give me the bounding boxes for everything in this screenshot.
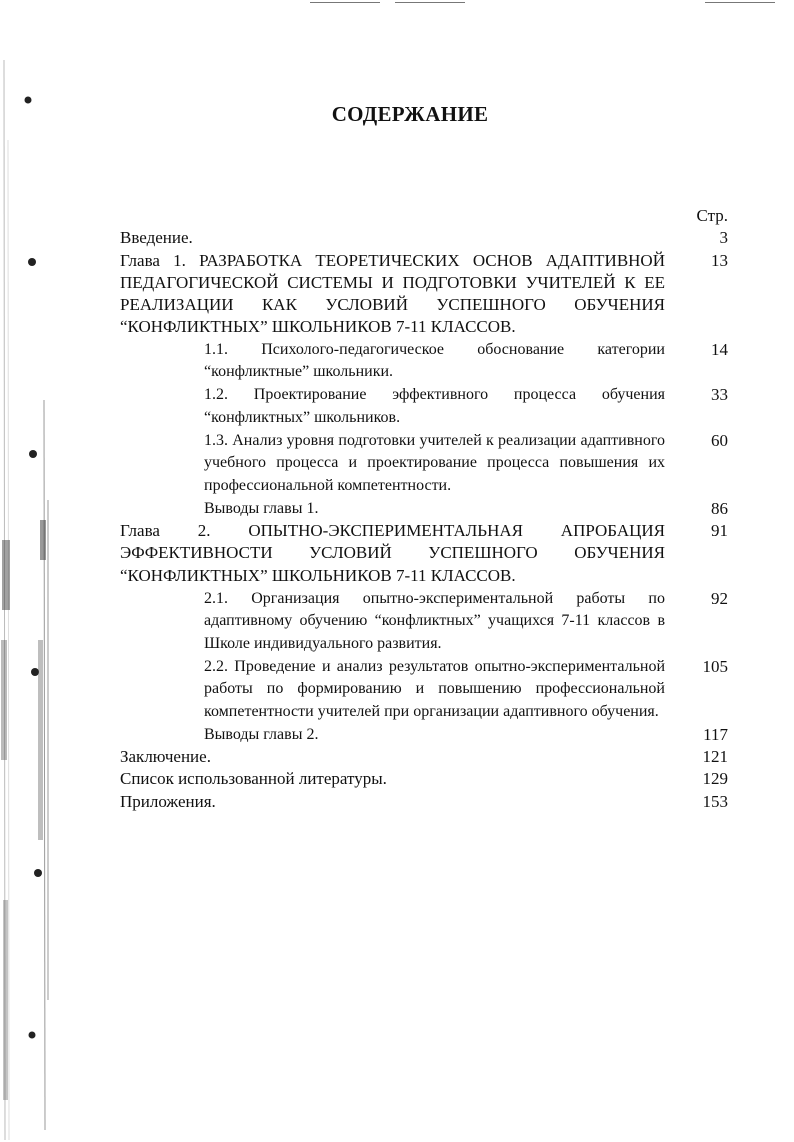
- toc-entry-page: 13: [711, 250, 728, 270]
- toc-entry-page: 129: [702, 769, 728, 789]
- toc-entry-title: 1.2. Проектирование эффективного процесса обучения “конфликтных” школьников.: [204, 386, 665, 426]
- toc-entry: [120, 250, 730, 339]
- toc-entry: [120, 498, 730, 520]
- toc-entry-title: Введение.: [120, 228, 193, 248]
- toc-entry-page: 91: [711, 521, 728, 541]
- page-column-header: Стр.: [696, 206, 728, 225]
- toc-entry-title: 2.1. Организация опытно-экспериментальной работы по адаптивному обучению “конфликтных” учащихся 7-11 классов в Школе индивидуального развития.: [204, 590, 665, 652]
- toc-entry-page: 33: [711, 385, 728, 405]
- toc-entry-page: 105: [702, 656, 728, 676]
- toc-entry-page: 86: [711, 498, 728, 518]
- toc-entry-page: 3: [719, 228, 728, 248]
- toc-entry-title: Выводы главы 1.: [204, 499, 319, 517]
- toc-entry: [120, 339, 730, 384]
- toc-entry: [120, 520, 730, 587]
- toc-entry-title: Глава 1. РАЗРАБОТКА ТЕОРЕТИЧЕСКИХ ОСНОВ АДАПТИВНОЙ ПЕДАГОГИЧЕСКОЙ СИСТЕМЫ И ПОДГОТОВКИ УЧИТЕЛЕЙ К ЕЕ РЕАЛИЗАЦИИ КАК УСЛОВИЙ УСПЕШНОГО ОБУЧЕНИЯ “КОНФЛИКТНЫХ” ШКОЛЬНИКОВ 7-11 КЛАССОВ.: [120, 250, 665, 337]
- toc-entry: [120, 791, 730, 813]
- toc-entry-page: 153: [702, 791, 728, 811]
- toc-entry-title: 2.2. Проведение и анализ результатов опытно-экспериментальной работы по формированию и повышению профессиональной компетентности учителей при организации адаптивного обучения.: [204, 657, 665, 720]
- toc-entry-title: 1.3. Анализ уровня подготовки учителей к реализации адаптивного учебного процесса и проектирование процесса повышения их профессиональной компетентности.: [204, 431, 665, 494]
- toc-entry-title: Глава 2. ОПЫТНО-ЭКСПЕРИМЕНТАЛЬНАЯ АПРОБАЦИЯ ЭФФЕКТИВНОСТИ УСЛОВИЙ УСПЕШНОГО ОБУЧЕНИЯ “КОНФЛИКТНЫХ” ШКОЛЬНИКОВ 7-11 КЛАССОВ.: [120, 521, 665, 585]
- toc-entry-page: 14: [711, 339, 728, 359]
- toc-entry-page: 117: [703, 724, 728, 744]
- scan-top-rule-right: [705, 2, 775, 3]
- toc-entry: [120, 724, 730, 746]
- toc-entry-title: Выводы главы 2.: [204, 725, 319, 743]
- toc-entry-page: 92: [711, 589, 728, 609]
- toc-entry: [120, 768, 730, 790]
- toc-entry-page: 121: [702, 747, 728, 767]
- scan-edge-artifacts: [0, 0, 60, 1142]
- toc-entry-page: 60: [711, 430, 728, 450]
- scan-top-rule-mid: [395, 2, 465, 3]
- toc-entry: [120, 227, 730, 249]
- page-title: СОДЕРЖАНИЕ: [331, 102, 489, 126]
- toc-entry: [120, 746, 730, 768]
- toc-entry: [120, 588, 730, 655]
- toc-entry-title: Приложения.: [120, 791, 216, 811]
- table-of-contents: [120, 205, 730, 813]
- toc-entry-title: Список использованной литературы.: [120, 769, 387, 789]
- scan-top-rule-left: [310, 2, 380, 3]
- toc-entry-title: 1.1. Психолого-педагогическое обоснование категории “конфликтные” школьники.: [204, 340, 665, 381]
- toc-entry: [120, 430, 730, 497]
- toc-entry: [120, 384, 730, 429]
- toc-entry-title: Заключение.: [120, 747, 211, 767]
- toc-entry: [120, 656, 730, 723]
